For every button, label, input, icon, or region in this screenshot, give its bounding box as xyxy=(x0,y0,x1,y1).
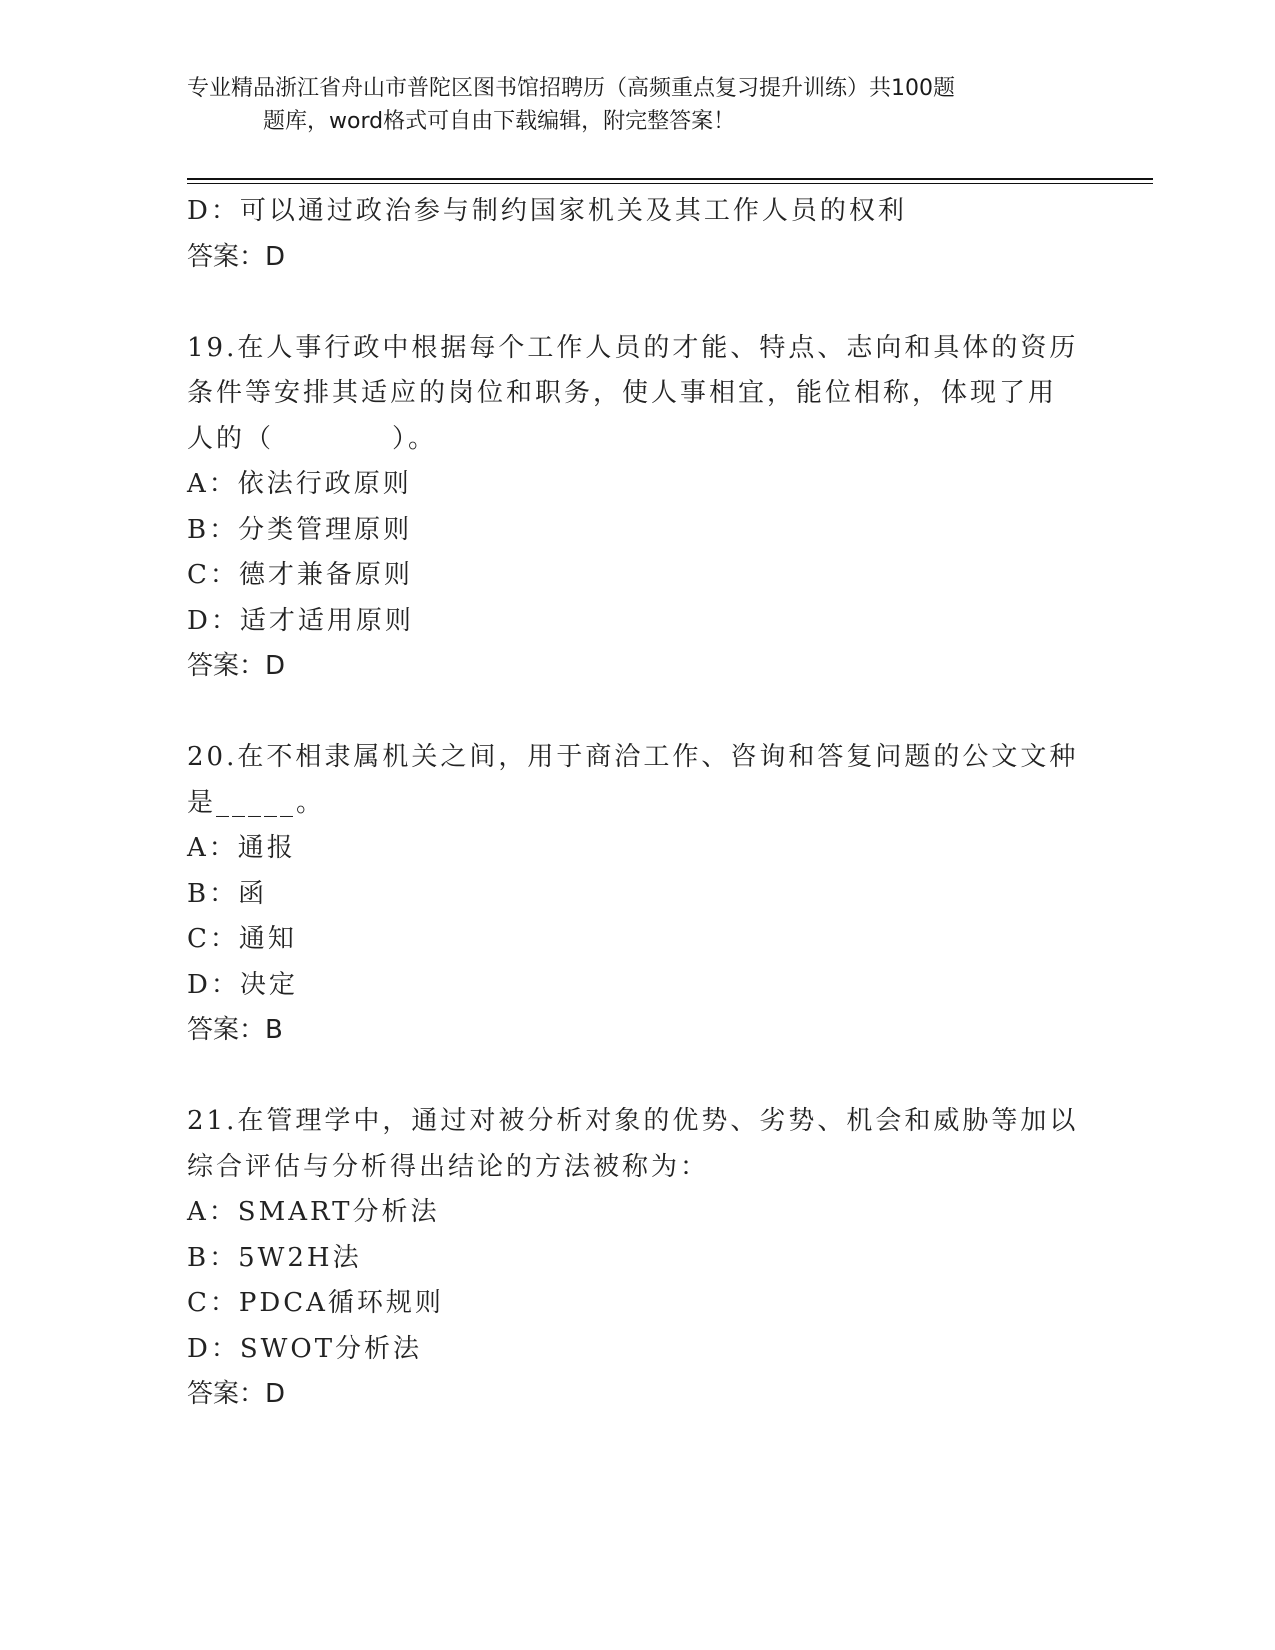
option-b: B：分类管理原则 xyxy=(187,514,413,545)
question-19 xyxy=(187,326,1087,690)
answer-line: 答案：D xyxy=(187,651,286,681)
question-text-line: 综合评估与分析得出结论的方法被称为： xyxy=(187,1151,710,1182)
option-d: D：可以通过政治参与制约国家机关及其工作人员的权利 xyxy=(187,196,907,226)
answer-line: 答案：D xyxy=(187,241,286,272)
spacer xyxy=(187,690,1087,736)
option-b: B：函 xyxy=(187,878,268,909)
answer-line: 答案：D xyxy=(187,1379,286,1409)
spacer xyxy=(187,280,1087,326)
document-body xyxy=(187,189,1087,1418)
question-text-line: 是_____。 xyxy=(187,787,326,818)
option-a: A：依法行政原则 xyxy=(187,469,412,499)
answer-line: 答案：B xyxy=(187,1015,283,1045)
question-text-line: 21.在管理学中，通过对被分析对象的优势、劣势、机会和威胁等加以 xyxy=(187,1106,1079,1136)
option-a: A：通报 xyxy=(187,833,296,863)
question-text-line: 条件等安排其适应的岗位和职务，使人事相宜，能位相称，体现了用 xyxy=(187,378,1058,408)
option-a: A：SMART分析法 xyxy=(187,1197,440,1227)
option-c: C：德才兼备原则 xyxy=(187,560,413,590)
option-b: B：5W2H法 xyxy=(187,1242,362,1273)
header-title-line-2: 题库，word格式可自由下载编辑，附完整答案！ xyxy=(263,109,736,134)
question-text-suffix: ）。 xyxy=(392,423,438,454)
question-20 xyxy=(187,735,1087,1054)
question-21 xyxy=(187,1099,1087,1418)
question-text-line xyxy=(187,417,1087,463)
question-text-line: 20.在不相隶属机关之间，用于商洽工作、咨询和答复问题的公文文种 xyxy=(187,742,1079,772)
header-divider-thin xyxy=(187,183,1153,184)
question-text-prefix: 人的（ xyxy=(187,423,275,454)
option-d: D：SWOT分析法 xyxy=(187,1333,423,1364)
header-divider-thick xyxy=(187,178,1153,180)
option-c: C：通知 xyxy=(187,924,297,954)
option-c: C：PDCA循环规则 xyxy=(187,1288,444,1318)
option-d: D：适才适用原则 xyxy=(187,605,414,636)
spacer xyxy=(187,1054,1087,1100)
document-header xyxy=(187,72,1067,138)
option-d: D：决定 xyxy=(187,969,298,1000)
question-text-line: 19.在人事行政中根据每个工作人员的才能、特点、志向和具体的资历 xyxy=(187,332,1079,363)
header-title-line-1: 专业精品浙江省舟山市普陀区图书馆招聘历（高频重点复习提升训练）共100题 xyxy=(187,76,955,101)
